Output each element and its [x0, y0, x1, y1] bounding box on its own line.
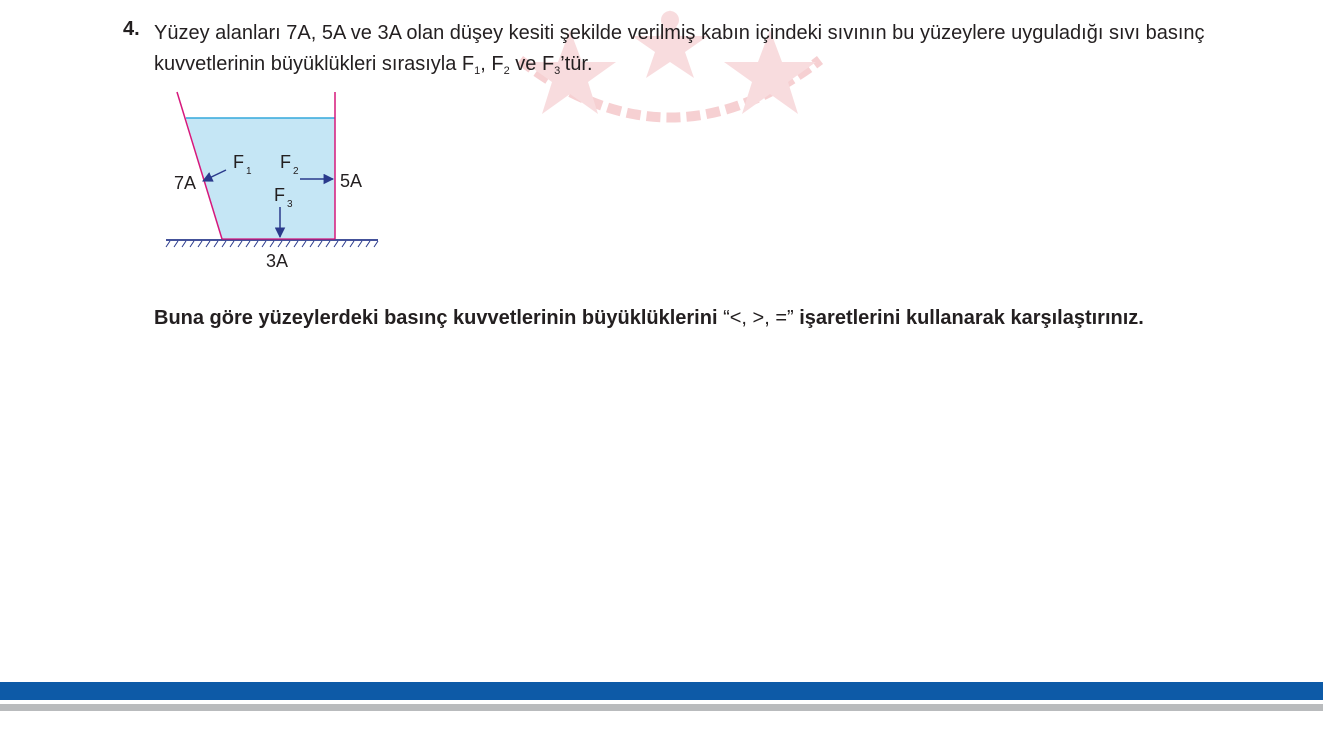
- question-text-sep2: ve F: [509, 53, 555, 75]
- instruction-bold-start: Buna göre yüzeylerdeki basınç kuvvetlerinin büyüklüklerini: [154, 307, 724, 329]
- label-3a: 3A: [266, 251, 289, 271]
- label-f2-sub: 2: [293, 166, 299, 177]
- label-f3: F: [274, 185, 285, 205]
- footer-blue-band: [0, 682, 1323, 700]
- footer-grey-band: [0, 704, 1323, 711]
- question-text-main: Yüzey alanları 7A, 5A ve 3A olan düşey kesiti şekilde verilmiş kabın içindeki sıvının bu yüzeylere uyguladığı sıvı basınç kuvvetlerinin büyüklükleri sırasıyla F: [154, 22, 1205, 75]
- instruction-bold-end: işaretlerini kullanarak karşılaştırınız.: [793, 307, 1144, 329]
- subscript-2: 2: [503, 65, 510, 77]
- question-text-sep1: , F: [480, 53, 504, 75]
- label-f1-sub: 1: [246, 166, 252, 177]
- label-7a: 7A: [174, 173, 197, 193]
- ground-hatching: [166, 241, 378, 247]
- question-text: [154, 18, 1234, 80]
- label-f2: F: [280, 152, 291, 172]
- label-f3-sub: 3: [287, 199, 293, 210]
- instruction-symbols: “<, >, =”: [723, 307, 794, 329]
- subscript-3: 3: [554, 65, 561, 77]
- label-5a: 5A: [340, 171, 363, 191]
- instruction-text: [154, 303, 1214, 334]
- label-f1: F: [233, 152, 244, 172]
- question-number: 4.: [123, 18, 140, 40]
- container-diagram: [150, 86, 400, 276]
- subscript-1: 1: [474, 65, 481, 77]
- question-text-suffix: ’tür.: [560, 53, 593, 75]
